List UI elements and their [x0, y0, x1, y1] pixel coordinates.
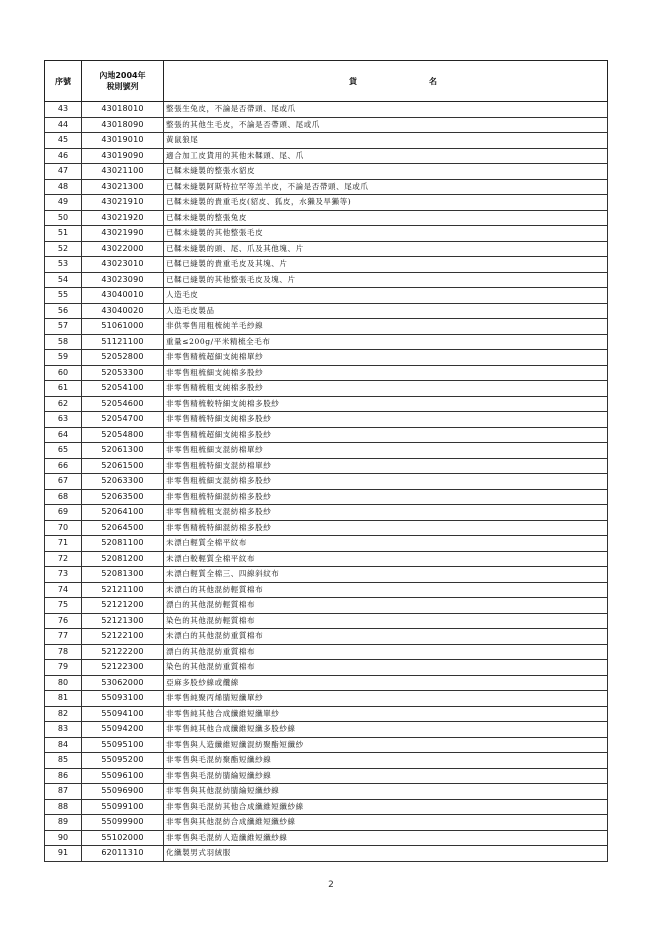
table-row [45, 582, 608, 598]
row-seq: 65 [45, 443, 82, 459]
header-row [45, 61, 608, 102]
table-row [45, 675, 608, 691]
row-tariff-code: 55095200 [82, 753, 164, 769]
row-tariff-code: 52063300 [82, 474, 164, 490]
row-tariff-code: 55094100 [82, 706, 164, 722]
table-row [45, 815, 608, 831]
row-goods-name: 已鞣已縫製的其他整張毛皮及塊、片 [164, 272, 608, 288]
row-goods-name: 非零售精梳粗支純棉多股紗 [164, 381, 608, 397]
row-tariff-code: 52122200 [82, 644, 164, 660]
row-seq: 63 [45, 412, 82, 428]
row-seq: 85 [45, 753, 82, 769]
row-tariff-code: 52121100 [82, 582, 164, 598]
row-goods-name: 未漂白輕質全棉平紋布 [164, 536, 608, 552]
row-goods-name: 非零售與人造纖維短纖混紡聚酯短纖紗 [164, 737, 608, 753]
row-tariff-code: 52081100 [82, 536, 164, 552]
header-tariff-code [82, 61, 164, 102]
row-tariff-code: 52054600 [82, 396, 164, 412]
row-tariff-code: 43040020 [82, 303, 164, 319]
row-seq: 57 [45, 319, 82, 335]
table-row [45, 768, 608, 784]
row-seq: 90 [45, 830, 82, 846]
table-row [45, 799, 608, 815]
row-goods-name: 非零售精梳特細混紡棉多股紗 [164, 520, 608, 536]
row-seq: 86 [45, 768, 82, 784]
row-tariff-code: 52061500 [82, 458, 164, 474]
table-row [45, 412, 608, 428]
row-goods-name: 未漂白的其他混紡重質棉布 [164, 629, 608, 645]
row-goods-name: 非零售粗梳細支純棉多股紗 [164, 365, 608, 381]
row-goods-name: 化纖製男式羽絨服 [164, 846, 608, 862]
row-goods-name: 非零售與毛混紡人造纖維短纖紗線 [164, 830, 608, 846]
table-row [45, 784, 608, 800]
header-code-line1: 內地2004年 [99, 71, 146, 80]
row-seq: 77 [45, 629, 82, 645]
table-row [45, 303, 608, 319]
row-goods-name: 已鞣未縫製的頭、尾、爪及其他塊、片 [164, 241, 608, 257]
row-tariff-code: 52054700 [82, 412, 164, 428]
table-row [45, 691, 608, 707]
row-seq: 69 [45, 505, 82, 521]
row-goods-name: 非零售精梳超細支純棉單紗 [164, 350, 608, 366]
row-tariff-code: 52122300 [82, 660, 164, 676]
row-tariff-code: 55096100 [82, 768, 164, 784]
header-seq: 序號 [45, 61, 82, 102]
row-goods-name: 已鞣未縫製的貴重毛皮(貂皮、狐皮，水獺及旱獺等) [164, 195, 608, 211]
row-tariff-code: 52054100 [82, 381, 164, 397]
row-tariff-code: 52064500 [82, 520, 164, 536]
row-goods-name: 非零售粗梳特細支混紡棉單紗 [164, 458, 608, 474]
row-seq: 58 [45, 334, 82, 350]
row-seq: 45 [45, 133, 82, 149]
row-seq: 48 [45, 179, 82, 195]
row-goods-name: 非零售精梳超細支純棉多股紗 [164, 427, 608, 443]
table-row [45, 427, 608, 443]
row-goods-name: 非零售粗梳細支混紡棉單紗 [164, 443, 608, 459]
header-code-line2: 稅則號列 [106, 82, 139, 91]
row-seq: 49 [45, 195, 82, 211]
table-row [45, 753, 608, 769]
row-tariff-code: 52081200 [82, 551, 164, 567]
row-goods-name: 已鞣未縫製阿斯特拉罕等羔羊皮，不論是否帶頭、尾或爪 [164, 179, 608, 195]
table-row [45, 505, 608, 521]
row-goods-name: 人造毛皮製品 [164, 303, 608, 319]
table-row [45, 381, 608, 397]
row-seq: 60 [45, 365, 82, 381]
row-seq: 51 [45, 226, 82, 242]
row-seq: 84 [45, 737, 82, 753]
row-seq: 52 [45, 241, 82, 257]
row-seq: 46 [45, 148, 82, 164]
row-seq: 80 [45, 675, 82, 691]
row-tariff-code: 52081300 [82, 567, 164, 583]
row-tariff-code: 62011310 [82, 846, 164, 862]
row-goods-name: 整張的其他生毛皮，不論是否帶頭、尾或爪 [164, 117, 608, 133]
table-row [45, 737, 608, 753]
row-tariff-code: 53062000 [82, 675, 164, 691]
row-seq: 59 [45, 350, 82, 366]
row-tariff-code: 55095100 [82, 737, 164, 753]
row-tariff-code: 55093100 [82, 691, 164, 707]
row-goods-name: 非零售與毛混紡聚酯短纖紗線 [164, 753, 608, 769]
row-goods-name: 非零售純其他合成纖維短纖單紗 [164, 706, 608, 722]
row-goods-name: 染色的其他混紡輕質棉布 [164, 613, 608, 629]
table-header [45, 61, 608, 102]
header-name-char1: 貨 [349, 76, 357, 86]
row-seq: 76 [45, 613, 82, 629]
row-tariff-code: 43021910 [82, 195, 164, 211]
row-seq: 50 [45, 210, 82, 226]
row-seq: 61 [45, 381, 82, 397]
table-row [45, 830, 608, 846]
row-seq: 62 [45, 396, 82, 412]
table-row [45, 164, 608, 180]
table-row [45, 334, 608, 350]
row-seq: 64 [45, 427, 82, 443]
table-row [45, 226, 608, 242]
table-row [45, 272, 608, 288]
header-name-char2: 名 [429, 76, 437, 86]
table-row [45, 520, 608, 536]
table-row [45, 365, 608, 381]
row-seq: 89 [45, 815, 82, 831]
table-row [45, 117, 608, 133]
table-row [45, 396, 608, 412]
row-tariff-code: 43018010 [82, 102, 164, 118]
table-row [45, 474, 608, 490]
row-seq: 87 [45, 784, 82, 800]
table-row [45, 102, 608, 118]
row-tariff-code: 43023010 [82, 257, 164, 273]
row-tariff-code: 52061300 [82, 443, 164, 459]
row-goods-name: 未漂白的其他混紡輕質棉布 [164, 582, 608, 598]
row-seq: 73 [45, 567, 82, 583]
row-tariff-code: 55094200 [82, 722, 164, 738]
row-tariff-code: 43019010 [82, 133, 164, 149]
row-goods-name: 非零售與其他混紡腈綸短纖紗線 [164, 784, 608, 800]
row-goods-name: 漂白的其他混紡重質棉布 [164, 644, 608, 660]
row-seq: 83 [45, 722, 82, 738]
row-seq: 81 [45, 691, 82, 707]
row-goods-name: 已鞣未縫製的整張水貂皮 [164, 164, 608, 180]
row-seq: 82 [45, 706, 82, 722]
row-seq: 43 [45, 102, 82, 118]
table-row [45, 210, 608, 226]
table-row [45, 660, 608, 676]
row-tariff-code: 43022000 [82, 241, 164, 257]
table-row [45, 598, 608, 614]
row-goods-name: 未漂白輕質全棉三、四線斜紋布 [164, 567, 608, 583]
header-goods-name [164, 61, 608, 102]
table-row [45, 613, 608, 629]
row-goods-name: 已鞣已縫製的貴重毛皮及其塊、片 [164, 257, 608, 273]
row-tariff-code: 52053300 [82, 365, 164, 381]
row-tariff-code: 43021100 [82, 164, 164, 180]
table-row [45, 319, 608, 335]
table-row [45, 288, 608, 304]
row-goods-name: 整張生兔皮，不論是否帶頭、尾或爪 [164, 102, 608, 118]
row-seq: 44 [45, 117, 82, 133]
row-tariff-code: 43018090 [82, 117, 164, 133]
row-tariff-code: 52052800 [82, 350, 164, 366]
row-goods-name: 非零售與其他混紡合成纖維短纖紗線 [164, 815, 608, 831]
row-tariff-code: 51061000 [82, 319, 164, 335]
row-seq: 72 [45, 551, 82, 567]
table-row [45, 257, 608, 273]
row-goods-name: 適合加工皮貨用的其他未鞣頭、尾、爪 [164, 148, 608, 164]
table-row [45, 706, 608, 722]
table-row [45, 443, 608, 459]
row-seq: 71 [45, 536, 82, 552]
row-tariff-code: 55096900 [82, 784, 164, 800]
table-row [45, 644, 608, 660]
row-tariff-code: 43023090 [82, 272, 164, 288]
row-tariff-code: 52122100 [82, 629, 164, 645]
row-goods-name: 人造毛皮 [164, 288, 608, 304]
row-goods-name: 已鞣未縫製的整張兔皮 [164, 210, 608, 226]
row-tariff-code: 51121100 [82, 334, 164, 350]
row-goods-name: 非零售純聚丙烯腈短纖單紗 [164, 691, 608, 707]
row-tariff-code: 43019090 [82, 148, 164, 164]
row-seq: 74 [45, 582, 82, 598]
row-goods-name: 黃鼠狼尾 [164, 133, 608, 149]
row-goods-name: 重量≤200g/平米精梳全毛布 [164, 334, 608, 350]
row-goods-name: 已鞣未縫製的其他整張毛皮 [164, 226, 608, 242]
row-goods-name: 未漂白較輕質全棉平紋布 [164, 551, 608, 567]
table-row [45, 458, 608, 474]
table-row [45, 350, 608, 366]
row-tariff-code: 43021300 [82, 179, 164, 195]
row-tariff-code: 52121200 [82, 598, 164, 614]
table-row [45, 241, 608, 257]
row-seq: 47 [45, 164, 82, 180]
row-goods-name: 非零售與毛混紡腈綸短纖紗線 [164, 768, 608, 784]
row-seq: 78 [45, 644, 82, 660]
table-row [45, 133, 608, 149]
row-seq: 88 [45, 799, 82, 815]
table-row [45, 846, 608, 862]
row-tariff-code: 43040010 [82, 288, 164, 304]
row-seq: 66 [45, 458, 82, 474]
table-row [45, 722, 608, 738]
row-goods-name: 非零售粗梳細支混紡棉多股紗 [164, 474, 608, 490]
row-seq: 54 [45, 272, 82, 288]
table-row [45, 195, 608, 211]
row-tariff-code: 52121300 [82, 613, 164, 629]
page-number: 2 [328, 880, 334, 890]
row-goods-name: 非零售粗梳特細混紡棉多股紗 [164, 489, 608, 505]
row-tariff-code: 55102000 [82, 830, 164, 846]
row-seq: 55 [45, 288, 82, 304]
row-seq: 79 [45, 660, 82, 676]
row-tariff-code: 52054800 [82, 427, 164, 443]
table-row [45, 148, 608, 164]
row-seq: 68 [45, 489, 82, 505]
row-goods-name: 亞麻多股紗線或纜線 [164, 675, 608, 691]
row-goods-name: 非零售與毛混紡其他合成纖維短纖紗線 [164, 799, 608, 815]
row-goods-name: 非零售精梳粗支混紡棉多股紗 [164, 505, 608, 521]
row-tariff-code: 55099900 [82, 815, 164, 831]
row-tariff-code: 43021990 [82, 226, 164, 242]
row-goods-name: 非零售精梳較特細支純棉多股紗 [164, 396, 608, 412]
row-seq: 75 [45, 598, 82, 614]
row-goods-name: 非零售精梳特細支純棉多股紗 [164, 412, 608, 428]
table-row [45, 179, 608, 195]
row-goods-name: 非零售純其他合成纖維短纖多股紗線 [164, 722, 608, 738]
row-goods-name: 染色的其他混紡重質棉布 [164, 660, 608, 676]
table-row [45, 629, 608, 645]
row-goods-name: 非供零售用粗梳純羊毛紗線 [164, 319, 608, 335]
row-seq: 67 [45, 474, 82, 490]
row-seq: 53 [45, 257, 82, 273]
table-row [45, 489, 608, 505]
goods-table [44, 60, 608, 862]
row-tariff-code: 52064100 [82, 505, 164, 521]
row-seq: 70 [45, 520, 82, 536]
table-row [45, 551, 608, 567]
table-body [45, 102, 608, 862]
row-seq: 91 [45, 846, 82, 862]
table-row [45, 536, 608, 552]
row-seq: 56 [45, 303, 82, 319]
table-row [45, 567, 608, 583]
row-tariff-code: 55099100 [82, 799, 164, 815]
row-tariff-code: 43021920 [82, 210, 164, 226]
row-tariff-code: 52063500 [82, 489, 164, 505]
row-goods-name: 漂白的其他混紡輕質棉布 [164, 598, 608, 614]
